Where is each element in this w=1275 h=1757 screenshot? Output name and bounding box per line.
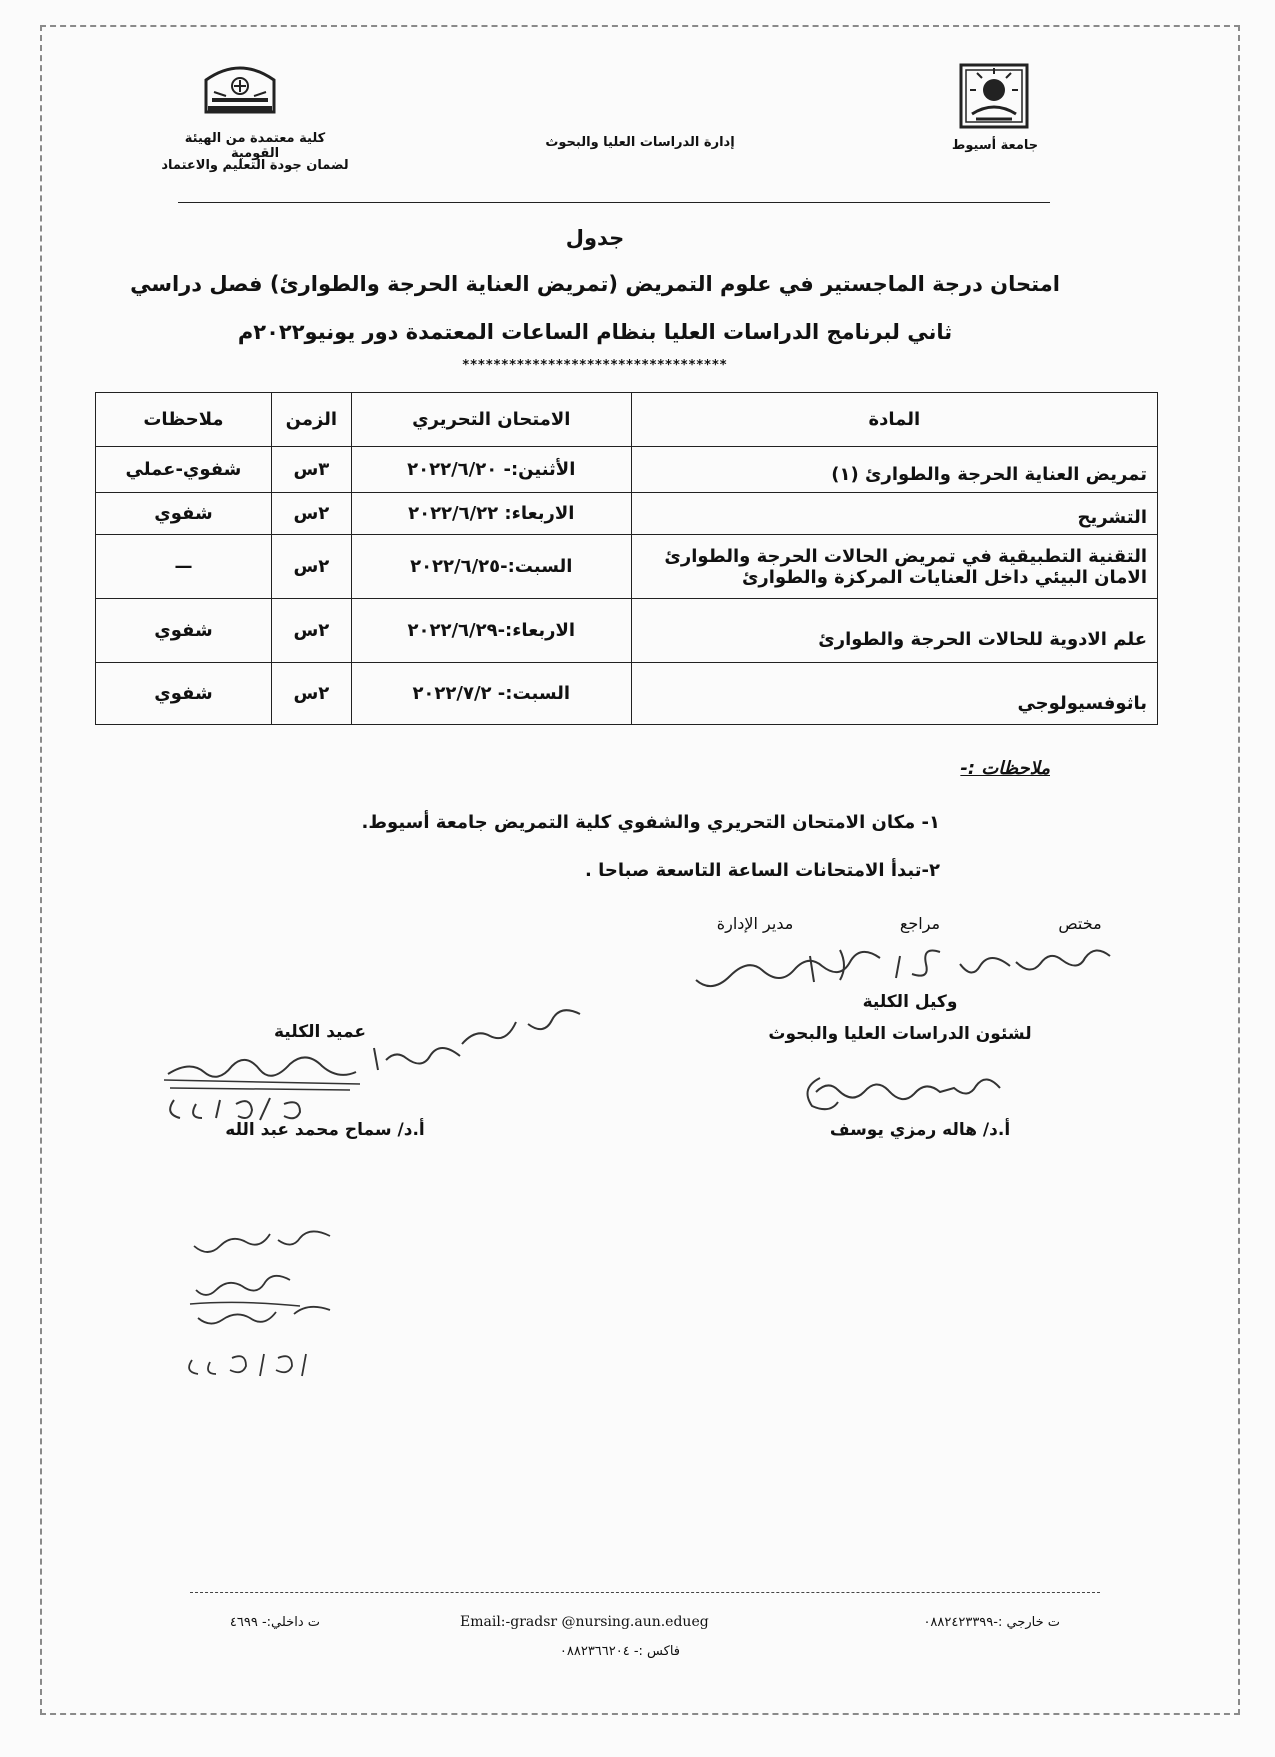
duration-cell: ٢س: [271, 599, 351, 663]
header-divider: [178, 202, 1050, 203]
role-director: مدير الإدارة: [716, 914, 794, 933]
document-heading: جدول: [565, 226, 625, 250]
exam-date-cell: الاربعاء: ٢٠٢٢/٦/٢٢: [351, 493, 631, 535]
vice-dean-subtitle: لشئون الدراسات العليا والبحوث: [768, 1024, 1032, 1044]
subject-cell: تمريض العناية الحرجة والطوارئ (١): [631, 447, 1157, 493]
exam-date-cell: الاربعاء:-٢٠٢٢/٦/٢٩: [351, 599, 631, 663]
subject-cell: باثوفسيولوجي: [631, 663, 1157, 725]
subject-line: الامان البيئي داخل العنايات المركزة والطوارئ: [741, 566, 1147, 588]
internal-extension: ت داخلي:- ٤٦٩٩: [229, 1615, 320, 1630]
footer-divider: [190, 1592, 1100, 1593]
notes-cell: شفوي: [96, 663, 272, 725]
notes-cell: شفوي: [96, 599, 272, 663]
faculty-emblem-logo: [200, 62, 280, 118]
assiut-university-logo: [958, 62, 1030, 130]
exam-date-cell: السبت:- ٢٠٢٢/٧/٢: [351, 663, 631, 725]
subject-cell: التشريح: [631, 493, 1157, 535]
exam-date-cell: السبت:-٢٠٢٢/٦/٢٥: [351, 535, 631, 599]
dean-signature: [160, 1000, 620, 1130]
table-row: [96, 599, 1158, 663]
vice-dean-name: أ.د/ هاله رمزي يوسف: [829, 1120, 1011, 1140]
role-reviewer: مراجع: [899, 914, 941, 933]
note-item: ٢-تبدأ الامتحانات الساعة التاسعة صباحا .: [585, 860, 940, 881]
duration-cell: ٢س: [271, 535, 351, 599]
role-specialist: مختص: [1058, 914, 1102, 933]
table-row: [96, 493, 1158, 535]
subject-line: التقنية التطبيقية في تمريض الحالات الحرجة والطوارئ: [664, 545, 1147, 567]
vice-dean-signature: [790, 1058, 1010, 1118]
external-phone: ت خارجي :-٠٨٨٢٤٢٣٣٩٩: [923, 1615, 1060, 1630]
university-name: جامعة أسيوط: [951, 138, 1039, 153]
header-notes: ملاحظات: [96, 393, 272, 447]
subject-cell: [631, 535, 1157, 599]
header-subject: المادة: [631, 393, 1157, 447]
exam-schedule-table: [95, 392, 1158, 725]
table-row: [96, 447, 1158, 493]
subject-cell: علم الادوية للحالات الحرجة والطوارئ: [631, 599, 1157, 663]
note-item: ١- مكان الامتحان التحريري والشفوي كلية التمريض جامعة أسيوط.: [361, 812, 940, 833]
table-row: [96, 663, 1158, 725]
notes-cell: —: [96, 535, 272, 599]
dean-name: أ.د/ سماح محمد عبد الله: [225, 1120, 425, 1140]
accreditation-line-2: لضمان جودة التعليم والاعتماد: [161, 158, 349, 173]
header-written-exam: الامتحان التحريري: [351, 393, 631, 447]
title-line-1: امتحان درجة الماجستير في علوم التمريض (تمريض العناية الحرجة والطوارئ) فصل دراسي: [130, 272, 1060, 296]
exam-date-cell: الأثنين:- ٢٠٢٢/٦/٢٠: [351, 447, 631, 493]
duration-cell: ٢س: [271, 493, 351, 535]
notes-cell: شفوي: [96, 493, 272, 535]
dean-title: عميد الكلية: [274, 1022, 366, 1042]
accreditation-line-1: كلية معتمدة من الهيئة القومية: [184, 131, 326, 161]
notes-heading: ملاحظات :-: [960, 758, 1050, 779]
notes-cell: شفوي-عملي: [96, 447, 272, 493]
header-duration: الزمن: [271, 393, 351, 447]
title-stars: **********************************: [462, 358, 728, 373]
table-header-row: [96, 393, 1158, 447]
duration-cell: ٣س: [271, 447, 351, 493]
department-name: إدارة الدراسات العليا والبحوث: [545, 135, 735, 150]
title-line-2: ثاني لبرنامج الدراسات العليا بنظام الساعات المعتمدة دور يونيو٢٠٢٢م: [237, 320, 953, 344]
vice-dean-title: وكيل الكلية: [862, 992, 958, 1012]
email-address: Email:-gradsr @nursing.aun.edueg: [460, 1614, 709, 1630]
duration-cell: ٢س: [271, 663, 351, 725]
table-row: [96, 535, 1158, 599]
handwritten-annotation: [180, 1220, 340, 1380]
fax-number: فاكس :- ٠٨٨٢٣٦٦٢٠٤: [559, 1644, 680, 1659]
